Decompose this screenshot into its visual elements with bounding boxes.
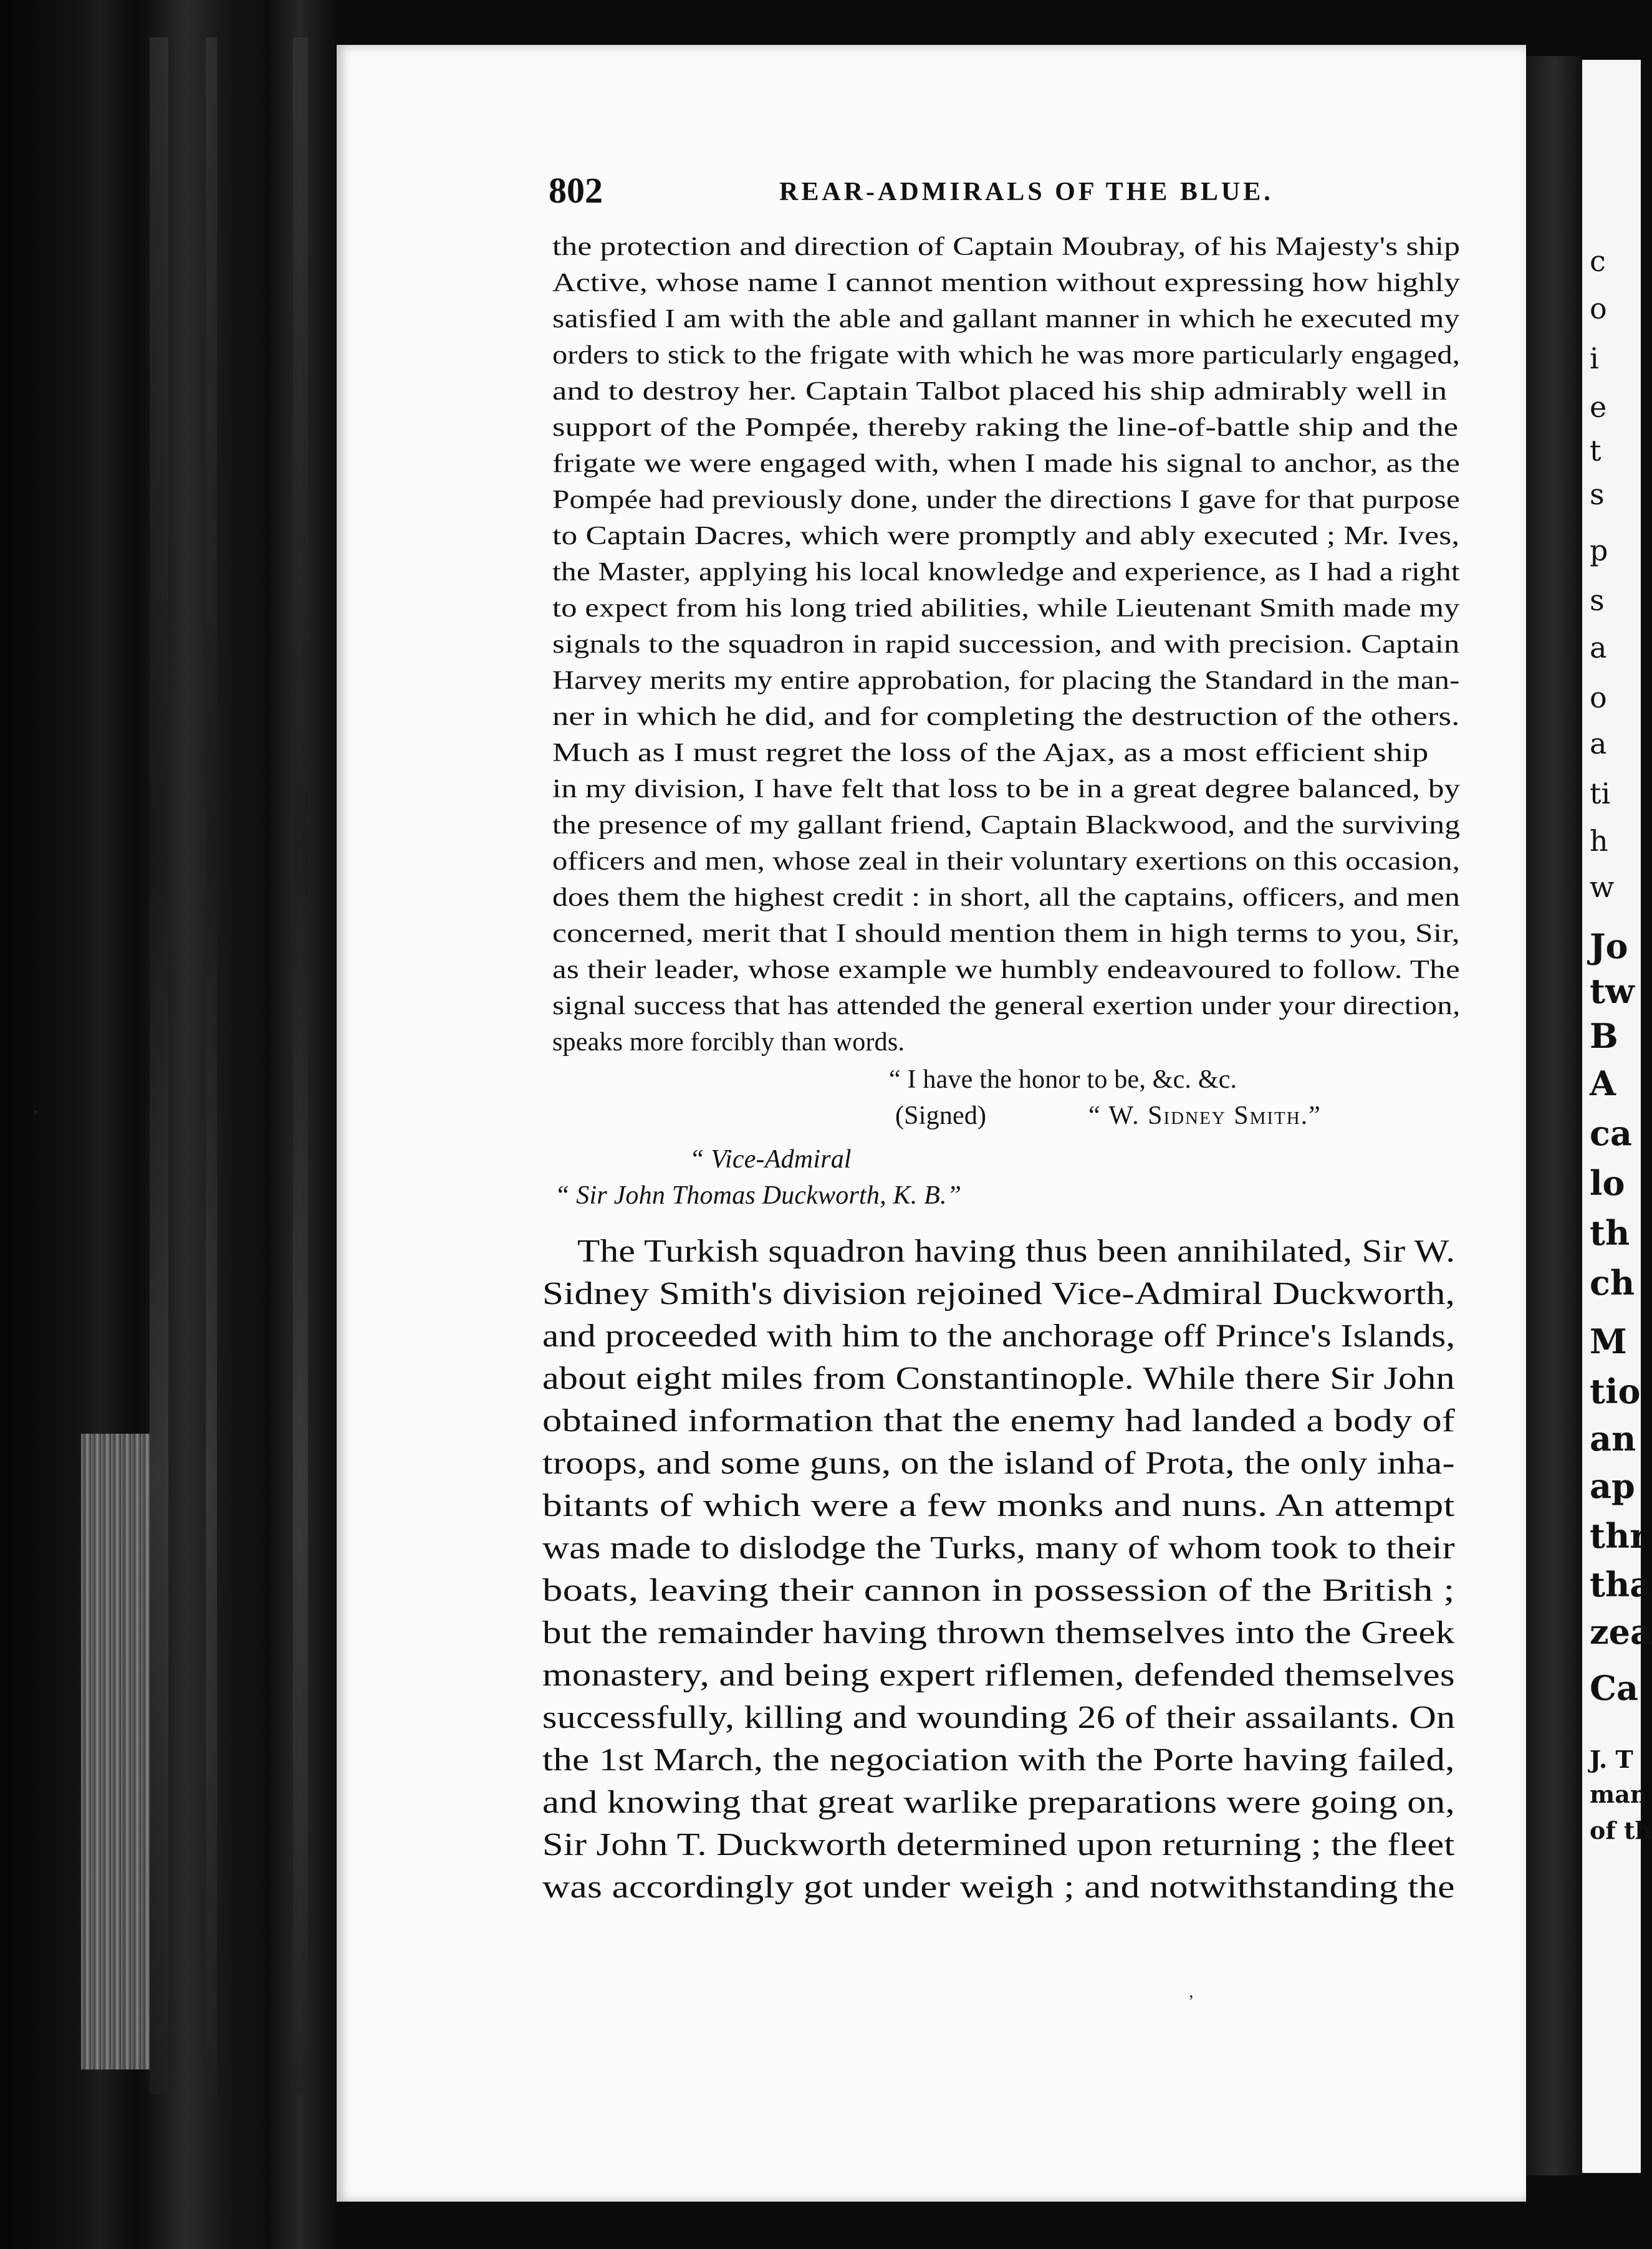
body-line: but the remainder having thrown themselves into the Greek [542, 1615, 1455, 1651]
body-line: and proceeded with him to the anchorage off Prince's Islands, [542, 1318, 1456, 1354]
letter-line: as their leader, whose example we humbly endeavoured to follow. The [552, 956, 1460, 984]
letter-line: the Master, applying his local knowledge and experience, as I had a right [552, 558, 1460, 587]
letter-line: signal success that has attended the general exertion under your direction, [552, 992, 1461, 1020]
letter-line: to expect from his long tried abilities, while Lieutenant Smith made my [552, 594, 1460, 623]
next-page-fragment: ap [1590, 1466, 1635, 1506]
next-page-fragment: J. T [1590, 1745, 1633, 1773]
next-page-fragment: B [1590, 1016, 1618, 1056]
letter-line: the presence of my gallant friend, Captain Blackwood, and the surviving [552, 811, 1461, 840]
letter-line: Pompée had previously done, under the directions I gave for that purpose [552, 486, 1461, 514]
next-page-fragment: Jo [1590, 926, 1628, 966]
next-page-fragment: thr [1590, 1516, 1648, 1556]
addressee-title: “ Vice-Admiral [689, 1145, 852, 1174]
next-page-fragment: o [1590, 681, 1607, 714]
next-page-fragment: lo [1590, 1163, 1625, 1203]
body-line: obtained information that the enemy had landed a body of [542, 1403, 1455, 1439]
letter-line: Much as I must regret the loss of the Ajax, as a most efficient ship [552, 739, 1429, 767]
letter-line: orders to stick to the frigate with which he was more particularly engaged, [552, 341, 1461, 370]
next-page-sliver [1582, 60, 1652, 2173]
right-gutter [1526, 56, 1582, 2175]
next-page-fragment: h [1590, 824, 1608, 858]
next-page-fragment: i [1590, 342, 1599, 375]
next-page-fragment: e [1590, 390, 1607, 424]
letter-line: speaks more forcibly than words. [552, 1028, 905, 1057]
letter-line: to Captain Dacres, which were promptly and ably executed ; Mr. Ives, [552, 522, 1460, 550]
letter-line: frigate we were engaged with, when I made his signal to anchor, as the [552, 449, 1461, 478]
book-binding [0, 0, 337, 2249]
binding-streak [206, 37, 217, 2094]
next-page-fragment: ca [1590, 1113, 1632, 1153]
next-page-fragment: man [1590, 1780, 1648, 1808]
next-page-fragment: tha [1590, 1565, 1652, 1604]
next-page-fragment: c [1590, 244, 1606, 278]
body-line: was made to dislodge the Turks, many of whom took to their [542, 1530, 1455, 1566]
page-number: 802 [549, 170, 603, 211]
next-page-fragment: zea [1590, 1612, 1652, 1652]
addressee-name: “ Sir John Thomas Duckworth, K. B.” [555, 1181, 962, 1210]
next-page-fragment: of th [1590, 1816, 1652, 1844]
next-page-fragment: s [1590, 477, 1605, 511]
scan-speck: ’ [32, 1107, 39, 1126]
next-page-fragment: a [1590, 631, 1607, 664]
letter-line: officers and men, whose zeal in their voluntary exertions on this occasion, [552, 847, 1461, 876]
letter-line: support of the Pompée, thereby raking the line-of-battle ship and the [552, 413, 1459, 442]
next-page-fragment: s [1590, 583, 1605, 617]
letter-line: satisfied I am with the able and gallant manner in which he executed my [552, 305, 1460, 333]
letter-line: the protection and direction of Captain Moubray, of his Majesty's ship [552, 233, 1461, 261]
next-page-fragment: tw [1590, 971, 1635, 1011]
next-page-fragment: an [1590, 1419, 1636, 1459]
next-page-fragment: o [1590, 292, 1607, 325]
letter-line: in my division, I have felt that loss to be in a great degree balanced, by [552, 775, 1461, 803]
body-line: successfully, killing and wounding 26 of their assailants. On [542, 1700, 1456, 1735]
next-page-fragment: th [1590, 1213, 1630, 1253]
body-line: the 1st March, the negociation with the Porte having failed, [542, 1742, 1455, 1778]
closing-signed: (Signed) [895, 1101, 987, 1130]
next-page-fragment: tio [1590, 1371, 1641, 1411]
body-line: Sidney Smith's division rejoined Vice-Admiral Duckworth, [542, 1276, 1456, 1312]
body-line: troops, and some guns, on the island of Prota, the only inha- [542, 1446, 1455, 1481]
body-line: bitants of which were a few monks and nuns. An attempt [542, 1488, 1455, 1523]
letter-line: does them the highest credit : in short, all the captains, officers, and men [552, 883, 1461, 912]
body-line: about eight miles from Constantinople. While there Sir John [542, 1361, 1455, 1396]
next-page-fragment: p [1590, 534, 1608, 567]
body-line: boats, leaving their cannon in possession of the British ; [542, 1573, 1455, 1608]
next-page-fragment: Ca [1590, 1668, 1638, 1708]
page-header [549, 170, 1465, 219]
letter-line: signals to the squadron in rapid succession, and with precision. Captain [552, 630, 1460, 659]
body-line: The Turkish squadron having thus been annihilated, Sir W. [577, 1234, 1456, 1269]
body-line: monastery, and being expert riflemen, defended themselves [542, 1657, 1455, 1693]
binding-streak [293, 37, 308, 2094]
letter-line: and to destroy her. Captain Talbot placed his ship admirably well in [552, 377, 1448, 406]
closing-honor: “ I have the honor to be, &c. &c. [889, 1065, 1237, 1094]
closing-signature: “ W. Sidney Smith.” [1088, 1101, 1322, 1130]
next-page-fragment: ch [1590, 1263, 1635, 1303]
page-edges [81, 1434, 150, 2069]
body-line: and knowing that great warlike preparations were going on, [542, 1785, 1455, 1820]
letter-line: Harvey merits my entire approbation, for placing the Standard in the man- [552, 666, 1460, 695]
binding-streak [150, 37, 168, 2094]
next-page-fragment: t [1590, 434, 1602, 468]
scan-speck: ’ [1188, 1992, 1194, 2012]
next-page-fragment: a [1590, 727, 1607, 760]
next-page-fragment: M [1590, 1321, 1627, 1361]
next-page-fragment: ti [1590, 777, 1611, 810]
running-head: REAR-ADMIRALS OF THE BLUE. [779, 178, 1274, 206]
body-line: was accordingly got under weigh ; and notwithstanding the [542, 1869, 1455, 1905]
next-page-fragment: A [1590, 1063, 1616, 1103]
letter-line: Active, whose name I cannot mention without expressing how highly [552, 269, 1461, 297]
next-page-fragment: w [1590, 870, 1615, 904]
letter-line: ner in which he did, and for completing the destruction of the others. [552, 703, 1460, 731]
body-line: Sir John T. Duckworth determined upon returning ; the fleet [542, 1827, 1455, 1863]
letter-line: concerned, merit that I should mention them in high terms to you, Sir, [552, 919, 1460, 948]
